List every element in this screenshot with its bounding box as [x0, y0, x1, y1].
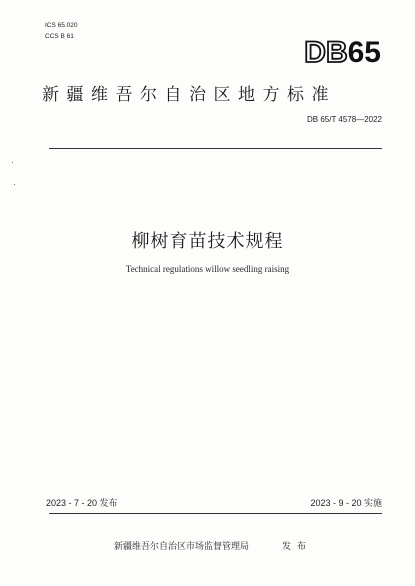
issue-date: 2023 - 7 - 20 发布 [46, 498, 118, 508]
scan-speck [14, 184, 15, 185]
classification-codes [45, 20, 78, 42]
standard-type-heading: 新疆维吾尔自治区地方标准 [42, 85, 336, 105]
ccs-code: CCS B 61 [45, 33, 74, 40]
logo-number: 65 [347, 36, 381, 69]
header-divider [49, 148, 382, 149]
ics-code: ICS 65.020 [45, 22, 78, 29]
db-logo [304, 36, 381, 70]
footer-divider [49, 513, 382, 514]
standard-number: DB 65/T 4578—2022 [306, 115, 382, 124]
title-english: Technical regulations willow seedling raising [125, 264, 290, 274]
implementation-date: 2023 - 9 - 20 实施 [310, 498, 382, 508]
issuing-authority: 新疆维吾尔自治区市场监督管理局 [114, 542, 250, 552]
scan-speck [12, 162, 13, 163]
publish-label: 发布 [282, 542, 313, 552]
logo-prefix: DB [304, 36, 348, 69]
title-chinese: 柳树育苗技术规程 [131, 231, 284, 252]
